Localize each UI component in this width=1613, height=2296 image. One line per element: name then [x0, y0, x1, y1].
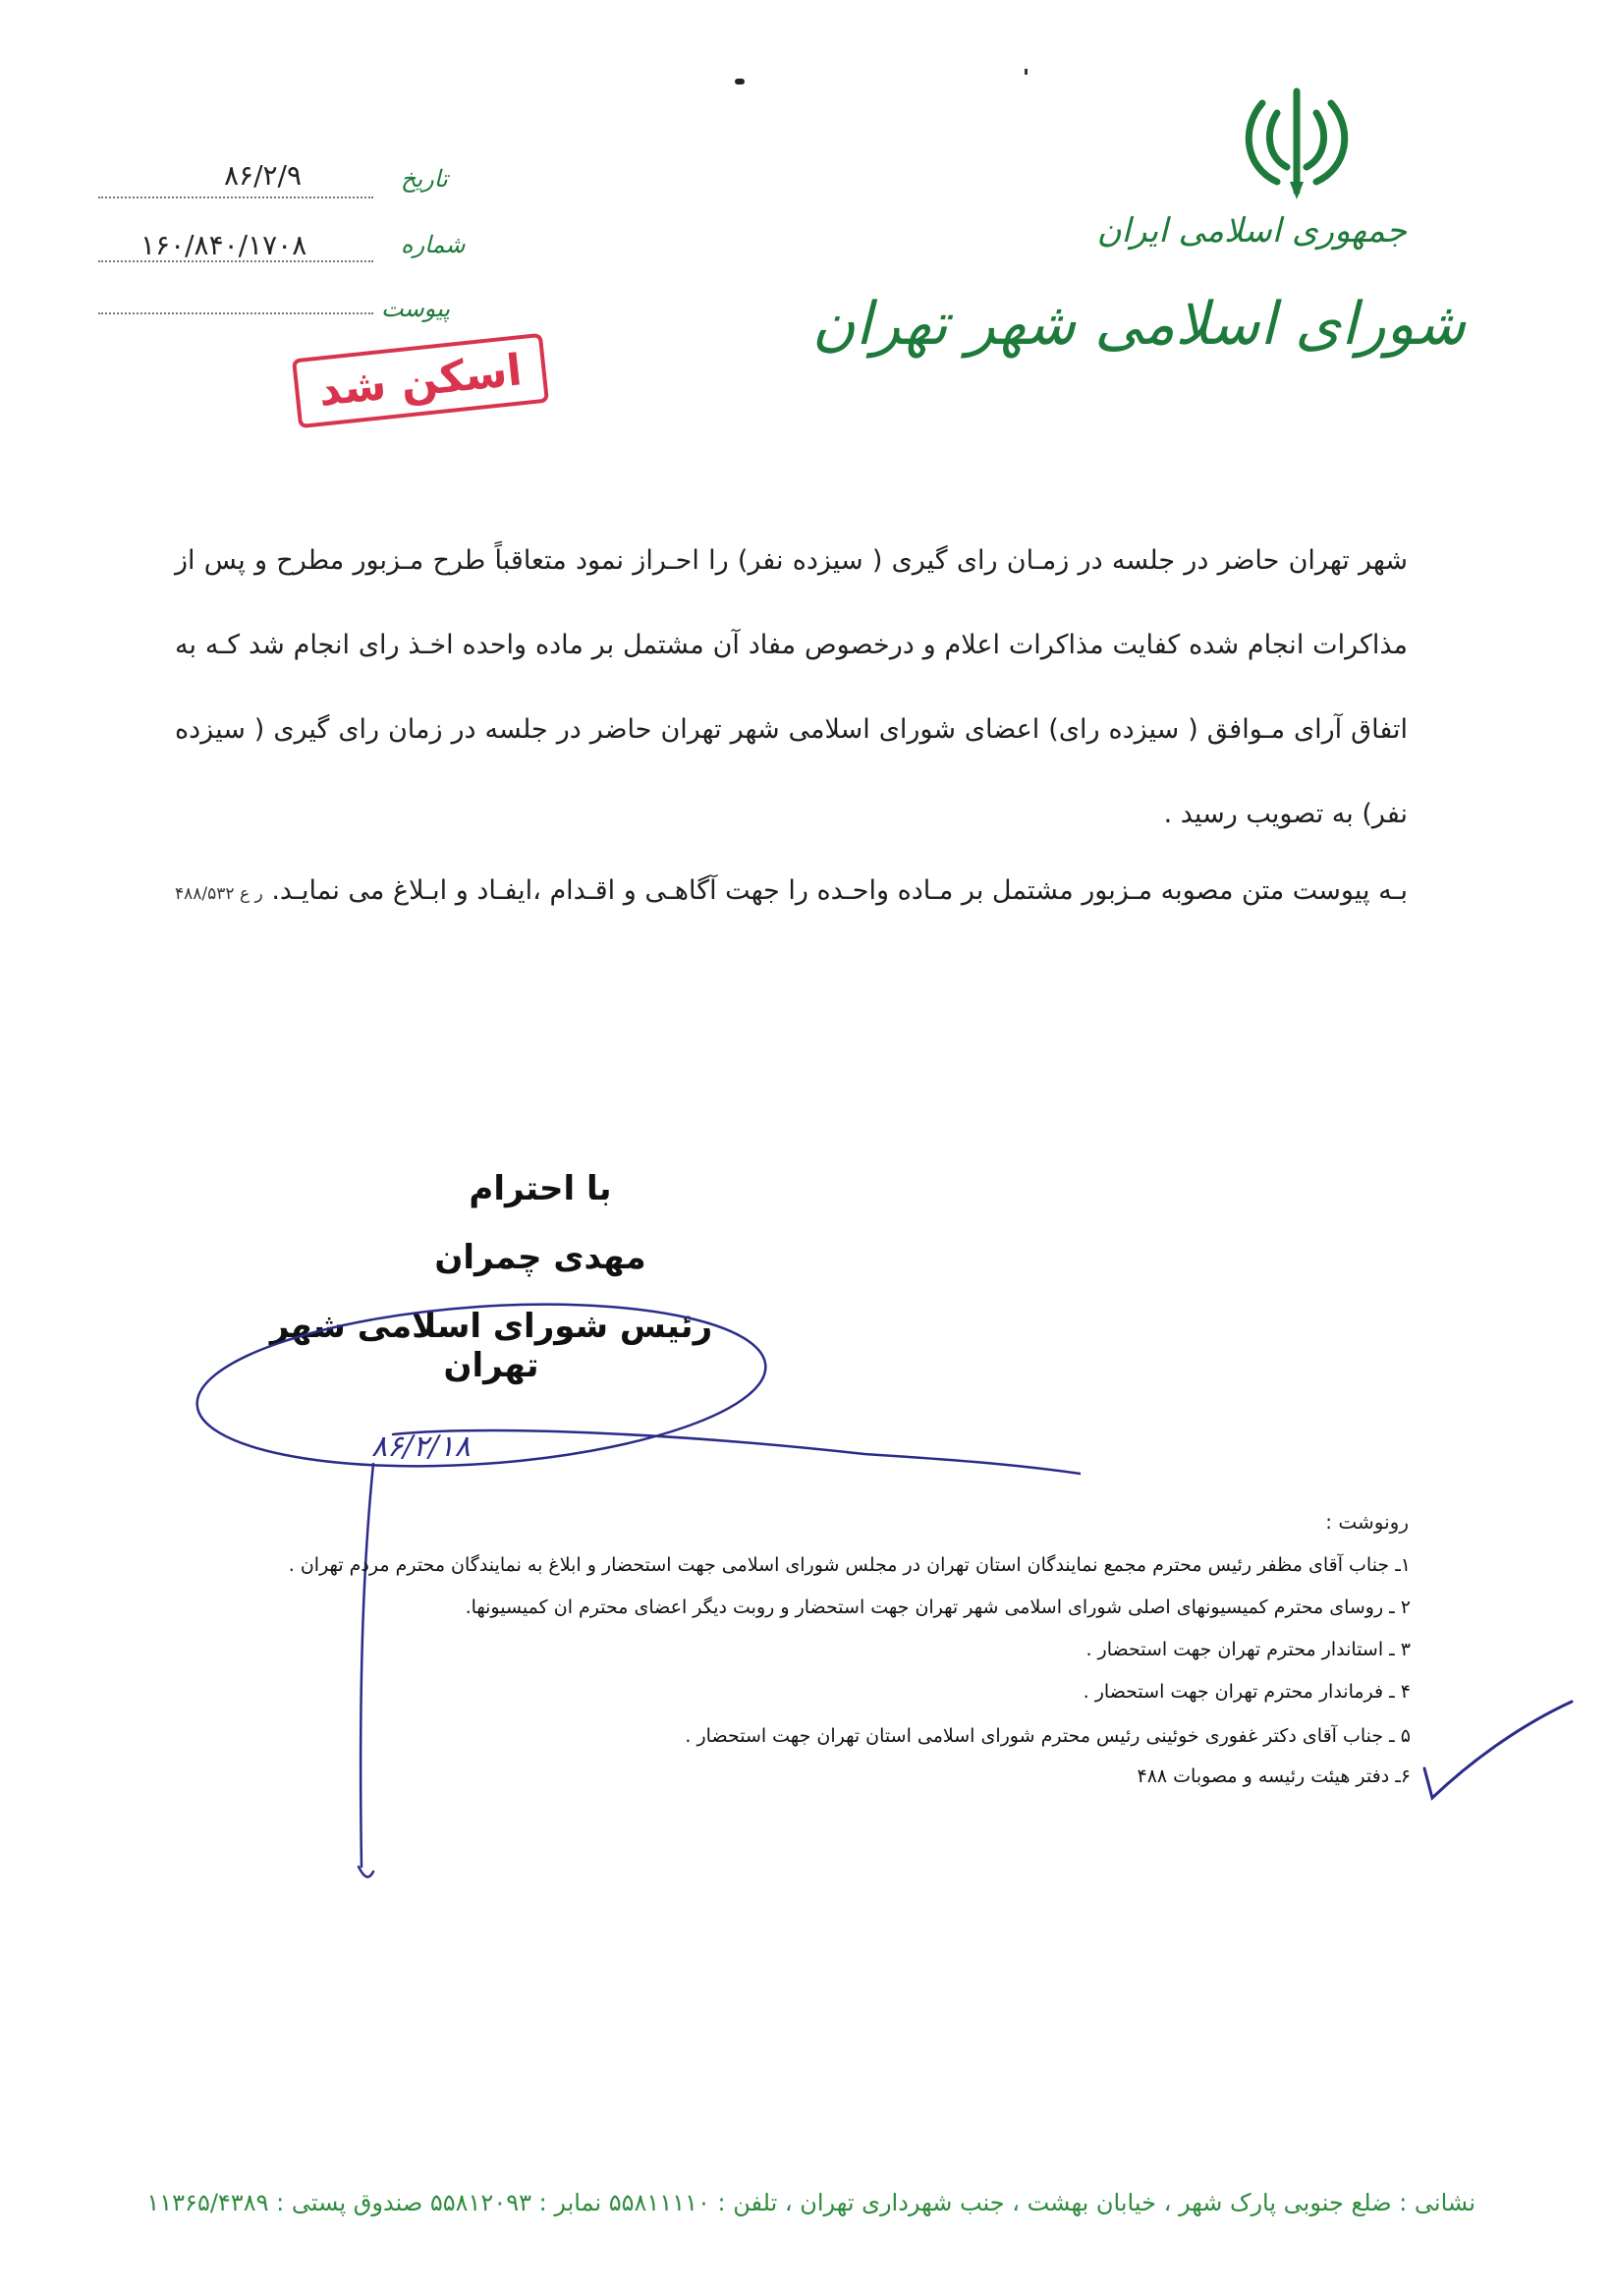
cc-item: ۲ ـ روسای محترم کمیسیونهای اصلی شورای اسلامی شهر تهران جهت استحضار و روبت دیگر اعضای محترم ان کمیسیونها. [465, 1596, 1411, 1618]
footer-address: نشانی : ضلع جنوبی پارک شهر ، خیابان بهشت ، جنب شهرداری تهران ، تلفن : ۵۵۸۱۱۱۱۰ نمابر : ۵۵۸۱۲۰۹۳ صندوق پستی : ۱۱۳۶۵/۴۳۸۹ [146, 2189, 1475, 2216]
cc-title: رونوشت : [1325, 1510, 1409, 1534]
date-value: ۸۶/۲/۹ [224, 159, 303, 192]
scan-speck [1025, 69, 1028, 75]
scanned-stamp: اسکن شد [292, 333, 549, 428]
reference-note: ر ع ۴۸۸/۵۳۲ [175, 884, 263, 904]
council-name: شورای اسلامی شهر تهران [811, 290, 1466, 359]
check-mark-icon [1415, 1700, 1582, 1808]
cc-item: ۳ ـ استاندار محترم تهران جهت استحضار . [1085, 1639, 1411, 1660]
signer-title: رئیس شورای اسلامی شهر تهران [269, 1307, 713, 1385]
number-value: ۱۶۰/۸۴۰/۱۷۰۸ [140, 229, 307, 261]
body-paragraph-2-text: بـه پیوست متن مصوبه مـزبور مشتمل بر مـاده واحـده را جهت آگاهـی و اقـدام ،ایفـاد و ابـلاغ می نمایـد. [271, 875, 1408, 906]
scan-speck [735, 79, 745, 84]
iran-emblem-icon [1233, 84, 1361, 206]
date-label: تاریخ [401, 165, 448, 193]
cc-item: ۶ـ دفتر هیئت رئیسه و مصوبات ۴۸۸ [1137, 1765, 1411, 1787]
signature-scribble [177, 1267, 1081, 1896]
attachment-line [98, 312, 373, 314]
date-line [98, 196, 373, 198]
closing-line: با احترام [469, 1169, 612, 1208]
body-paragraph-1: شهر تهران حاضر در جلسه در زمـان رای گیری ( سیزده نفر) را احـراز نمود متعاقباً طرح مـزبور مطرح و پس از مذاکرات انجام شده کفایت مذاکرات اعلام و درخصوص مفاد آن مشتمل بر ماده واحده اخـذ رای انجام شد کـه به اتفاق آرای مـوافق ( سیزده رای) اعضای شورای اسلامی شهر تهران حاضر در جلسه در زمان رای گیری ( سیزده نفر) به تصویب رسید . [175, 545, 1408, 829]
attachment-label: پیوست [381, 295, 450, 322]
signer-name: مهدی چمران [434, 1238, 646, 1277]
country-name: جمهوری اسلامی ایران [1096, 211, 1407, 251]
handwritten-date: ۸۶/۲/۱۸ [371, 1429, 471, 1464]
cc-item: ۵ ـ جناب آقای دکتر غفوری خوئینی رئیس محترم شورای اسلامی استان تهران جهت استحضار . [685, 1725, 1411, 1747]
number-label: شماره [401, 231, 466, 258]
cc-item: ۱ـ جناب آقای مظفر رئیس محترم مجمع نمایندگان استان تهران در مجلس شورای اسلامی جهت استحضار و ابلاغ به نمایندگان محترم مردم تهران . [288, 1554, 1411, 1576]
cc-item: ۴ ـ فرماندار محترم تهران جهت استحضار . [1083, 1681, 1411, 1703]
body-paragraph-2 [175, 849, 1408, 936]
